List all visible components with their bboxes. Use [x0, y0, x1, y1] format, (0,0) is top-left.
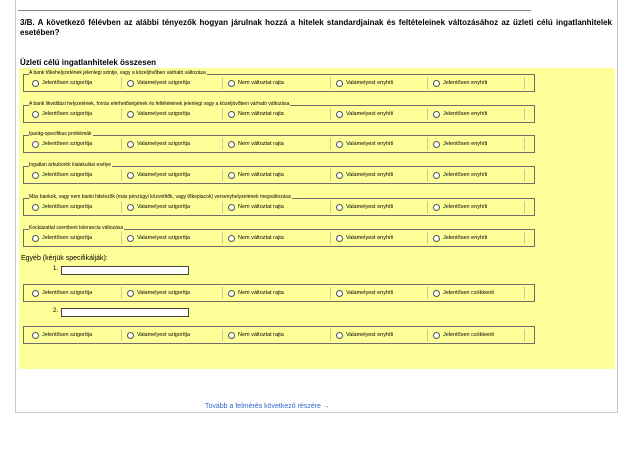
- radio-button[interactable]: [127, 332, 134, 339]
- radio-label: Nem változtat rajta: [238, 80, 284, 86]
- radio-label: Valamelyest szigorítja: [137, 332, 191, 338]
- column-divider: [330, 169, 331, 181]
- radio-button[interactable]: [336, 80, 343, 87]
- factor-label: A bank tőkehelyzetének jelenlegi szintje, vagy a közeljövőben várható változása: [29, 70, 206, 76]
- column-divider: [121, 232, 122, 244]
- radio-option[interactable]: [228, 77, 284, 89]
- radio-button[interactable]: [228, 332, 235, 339]
- top-divider: [18, 10, 531, 11]
- radio-button[interactable]: [433, 235, 440, 242]
- radio-label: Valamelyest enyhíti: [346, 111, 394, 117]
- other-label: Egyéb (kérjük specifikálják):: [21, 255, 108, 262]
- radio-label: Valamelyest szigorítja: [137, 204, 191, 210]
- radio-label: Nem változtat rajta: [238, 235, 284, 241]
- other-number-2: 2.: [53, 308, 59, 314]
- radio-label: Jelentősen enyhíti: [443, 204, 488, 210]
- radio-label: Nem változtat rajta: [238, 290, 284, 296]
- question-text: 3/B. A következő félévben az alábbi tényezők hogyan járulnak hozzá a hitelek standardjainak és feltételeinek változásához az üzleti célú ingatlanhitelek esetében?: [20, 18, 612, 37]
- radio-button[interactable]: [127, 111, 134, 118]
- radio-button[interactable]: [336, 290, 343, 297]
- radio-option[interactable]: [32, 329, 92, 341]
- radio-option[interactable]: [336, 108, 393, 120]
- column-divider: [427, 329, 428, 341]
- radio-label: Jelentősen csökkenti: [443, 332, 495, 338]
- radio-option[interactable]: [228, 329, 284, 341]
- radio-option[interactable]: [127, 201, 190, 213]
- radio-button[interactable]: [32, 204, 39, 211]
- column-divider: [524, 201, 525, 213]
- radio-option[interactable]: [336, 329, 393, 341]
- radio-option[interactable]: [336, 169, 393, 181]
- radio-button[interactable]: [228, 204, 235, 211]
- column-divider: [222, 201, 223, 213]
- radio-button[interactable]: [127, 204, 134, 211]
- radio-label: Jelentősen szigorítja: [42, 80, 93, 86]
- section-title: Üzleti célú ingatlanhitelek összesen: [20, 58, 157, 67]
- factor-label: Ingatlan árbuborék kialakulási esélye: [29, 162, 111, 168]
- radio-option[interactable]: [336, 77, 393, 89]
- factor-group-6: [23, 225, 535, 247]
- column-divider: [330, 287, 331, 299]
- radio-option[interactable]: [127, 169, 190, 181]
- radio-option[interactable]: [228, 108, 284, 120]
- column-divider: [427, 77, 428, 89]
- radio-option[interactable]: [127, 329, 190, 341]
- radio-option[interactable]: [32, 169, 92, 181]
- column-divider: [427, 169, 428, 181]
- column-divider: [121, 329, 122, 341]
- radio-label: Valamelyest enyhíti: [346, 332, 394, 338]
- radio-button[interactable]: [433, 111, 440, 118]
- column-divider: [524, 287, 525, 299]
- radio-option[interactable]: [228, 138, 284, 150]
- radio-button[interactable]: [32, 235, 39, 242]
- factor-label: Iparág-specifikus problémák: [29, 131, 92, 137]
- radio-option[interactable]: [433, 232, 487, 244]
- radio-option[interactable]: [228, 169, 284, 181]
- radio-button[interactable]: [228, 80, 235, 87]
- factor-label: Más bankok, vagy nem banki hitelezők (más pénzügyi közvetítők, vagy tőkepiacok) versenyhelyzetének megváltozása: [29, 194, 291, 200]
- other-input-2[interactable]: [61, 308, 189, 317]
- column-divider: [330, 138, 331, 150]
- radio-option[interactable]: [228, 287, 284, 299]
- factor-label: Kockázattal szembeni tolerancia változása: [29, 225, 124, 231]
- radio-label: Jelentősen szigorítja: [42, 111, 93, 117]
- column-divider: [427, 138, 428, 150]
- radio-button[interactable]: [127, 235, 134, 242]
- radio-label: Nem változtat rajta: [238, 172, 284, 178]
- factor-group-1: [23, 70, 535, 92]
- other-number-1: 1.: [53, 266, 59, 272]
- column-divider: [330, 201, 331, 213]
- radio-label: Jelentősen enyhíti: [443, 111, 488, 117]
- column-divider: [524, 329, 525, 341]
- other-input-1[interactable]: [61, 266, 189, 275]
- radio-option[interactable]: [127, 138, 190, 150]
- radio-label: Valamelyest enyhíti: [346, 80, 394, 86]
- radio-button[interactable]: [433, 332, 440, 339]
- radio-label: Jelentősen szigorítja: [42, 235, 93, 241]
- radio-option[interactable]: [127, 108, 190, 120]
- column-divider: [330, 232, 331, 244]
- radio-button[interactable]: [127, 80, 134, 87]
- radio-button[interactable]: [228, 172, 235, 179]
- column-divider: [427, 108, 428, 120]
- radio-button[interactable]: [336, 235, 343, 242]
- radio-label: Jelentősen enyhíti: [443, 235, 488, 241]
- radio-option[interactable]: [127, 77, 190, 89]
- column-divider: [222, 169, 223, 181]
- column-divider: [222, 329, 223, 341]
- radio-button[interactable]: [32, 80, 39, 87]
- radio-option[interactable]: [228, 232, 284, 244]
- column-divider: [222, 138, 223, 150]
- radio-button[interactable]: [228, 235, 235, 242]
- column-divider: [427, 201, 428, 213]
- column-divider: [222, 108, 223, 120]
- column-divider: [524, 138, 525, 150]
- radio-option[interactable]: [433, 287, 494, 299]
- column-divider: [222, 77, 223, 89]
- radio-label: Valamelyest szigorítja: [137, 111, 191, 117]
- radio-button[interactable]: [228, 141, 235, 148]
- radio-button[interactable]: [32, 111, 39, 118]
- radio-option[interactable]: [32, 77, 92, 89]
- radio-button[interactable]: [336, 204, 343, 211]
- column-divider: [427, 232, 428, 244]
- column-divider: [330, 108, 331, 120]
- radio-label: Jelentősen szigorítja: [42, 172, 93, 178]
- radio-label: Nem változtat rajta: [238, 111, 284, 117]
- radio-label: Jelentősen szigorítja: [42, 290, 93, 296]
- factor-group-5: [23, 194, 535, 216]
- radio-option[interactable]: [433, 77, 487, 89]
- radio-button[interactable]: [228, 111, 235, 118]
- factor-group-3: [23, 131, 535, 153]
- radio-label: Valamelyest enyhíti: [346, 141, 394, 147]
- radio-label: Nem változtat rajta: [238, 141, 284, 147]
- radio-button[interactable]: [433, 204, 440, 211]
- radio-option[interactable]: [228, 201, 284, 213]
- column-divider: [524, 108, 525, 120]
- column-divider: [121, 287, 122, 299]
- radio-label: Valamelyest szigorítja: [137, 172, 191, 178]
- column-divider: [524, 169, 525, 181]
- radio-button[interactable]: [127, 172, 134, 179]
- radio-label: Jelentősen enyhíti: [443, 172, 488, 178]
- radio-option[interactable]: [336, 201, 393, 213]
- radio-option[interactable]: [433, 138, 487, 150]
- radio-label: Jelentősen szigorítja: [42, 141, 93, 147]
- radio-label: Valamelyest enyhíti: [346, 204, 394, 210]
- column-divider: [121, 169, 122, 181]
- radio-option[interactable]: [32, 232, 92, 244]
- radio-option[interactable]: [433, 169, 487, 181]
- radio-label: Valamelyest enyhíti: [346, 290, 394, 296]
- radio-button[interactable]: [433, 290, 440, 297]
- factor-group-8: [23, 326, 535, 344]
- radio-option[interactable]: [127, 287, 190, 299]
- radio-button[interactable]: [127, 141, 134, 148]
- column-divider: [330, 329, 331, 341]
- radio-button[interactable]: [433, 80, 440, 87]
- radio-label: Jelentősen csökkenti: [443, 290, 495, 296]
- radio-label: Jelentősen enyhíti: [443, 141, 488, 147]
- factor-group-2: [23, 101, 535, 123]
- column-divider: [121, 138, 122, 150]
- column-divider: [121, 201, 122, 213]
- radio-button[interactable]: [433, 172, 440, 179]
- column-divider: [121, 108, 122, 120]
- column-divider: [222, 232, 223, 244]
- radio-label: Valamelyest szigorítja: [137, 290, 191, 296]
- radio-button[interactable]: [127, 290, 134, 297]
- radio-label: Valamelyest szigorítja: [137, 141, 191, 147]
- radio-button[interactable]: [433, 141, 440, 148]
- radio-option[interactable]: [127, 232, 190, 244]
- radio-button[interactable]: [228, 290, 235, 297]
- radio-label: Nem változtat rajta: [238, 204, 284, 210]
- column-divider: [524, 77, 525, 89]
- column-divider: [330, 77, 331, 89]
- factor-label: A bank likviditási helyzetének, forrás elérhetőségének és feltételeinek jelenlegi vagy a közeljövőben várható változása: [29, 101, 290, 107]
- radio-option[interactable]: [336, 138, 393, 150]
- radio-button[interactable]: [32, 141, 39, 148]
- radio-option[interactable]: [433, 108, 487, 120]
- radio-button[interactable]: [336, 141, 343, 148]
- radio-option[interactable]: [32, 287, 92, 299]
- radio-option[interactable]: [336, 287, 393, 299]
- factor-group-4: [23, 162, 535, 184]
- radio-button[interactable]: [336, 111, 343, 118]
- radio-button[interactable]: [32, 290, 39, 297]
- column-divider: [222, 287, 223, 299]
- radio-option[interactable]: [32, 201, 92, 213]
- radio-option[interactable]: [433, 329, 494, 341]
- radio-label: Nem változtat rajta: [238, 332, 284, 338]
- radio-button[interactable]: [32, 172, 39, 179]
- column-divider: [427, 287, 428, 299]
- radio-option[interactable]: [32, 108, 92, 120]
- next-page-link[interactable]: Tovább a felmérés következő részére →: [205, 403, 330, 410]
- radio-option[interactable]: [32, 138, 92, 150]
- radio-label: Valamelyest enyhíti: [346, 172, 394, 178]
- factor-group-7: [23, 284, 535, 302]
- radio-label: Jelentősen enyhíti: [443, 80, 488, 86]
- column-divider: [121, 77, 122, 89]
- radio-option[interactable]: [433, 201, 487, 213]
- radio-label: Jelentősen szigorítja: [42, 332, 93, 338]
- radio-label: Valamelyest szigorítja: [137, 80, 191, 86]
- radio-label: Jelentősen szigorítja: [42, 204, 93, 210]
- radio-option[interactable]: [336, 232, 393, 244]
- radio-button[interactable]: [32, 332, 39, 339]
- column-divider: [524, 232, 525, 244]
- radio-button[interactable]: [336, 172, 343, 179]
- radio-label: Valamelyest enyhíti: [346, 235, 394, 241]
- radio-button[interactable]: [336, 332, 343, 339]
- radio-label: Valamelyest szigorítja: [137, 235, 191, 241]
